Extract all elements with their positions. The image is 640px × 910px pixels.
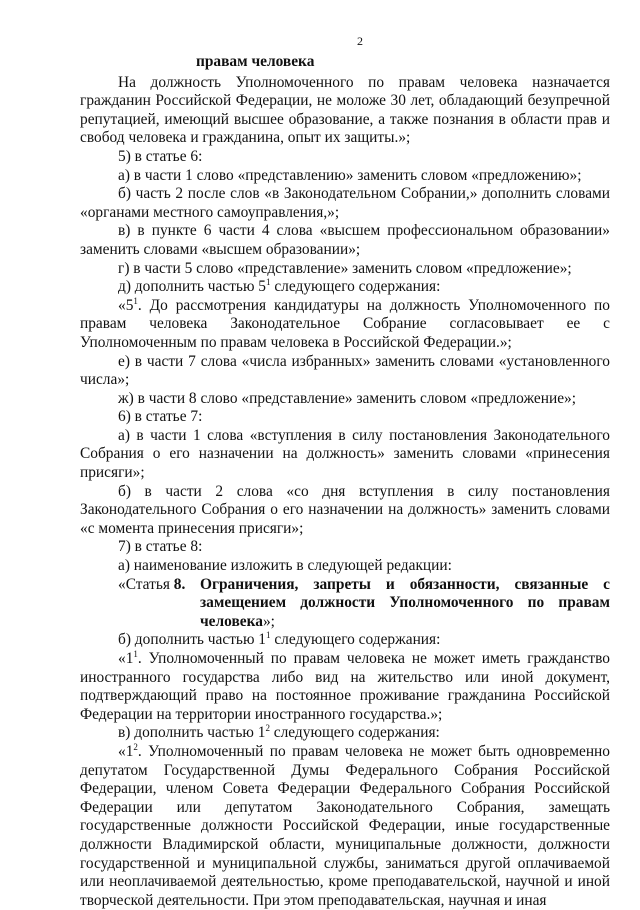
paragraph bbox=[80, 650, 610, 724]
paragraph: б) в части 2 слова «со дня вступления в силу постановления Законодательного Собрания о его назначении на должность» заменить словами «с момента принесения присяги»; bbox=[80, 482, 610, 537]
paragraph-text: . Уполномоченный по правам человека не может иметь гражданство иностранного государства либо вид на жительство или иной документ, подтверждающий право на постоянное проживание гражданина Российской Федерации на территории иностранного государства.»; bbox=[80, 650, 610, 723]
paragraph: 5) в статье 6: bbox=[118, 147, 203, 165]
page-number: 2 bbox=[357, 34, 363, 48]
paragraph-text: «5 bbox=[118, 296, 134, 314]
paragraph-text: . Уполномоченный по правам человека не может быть одновременно депутатом Государственной Думы Федерального Собрания Российской Федерации, членом Совета Федерации Федерального Собрания Российской Федерации или депутатом Законодательного Собрания, замещать государственные должности Российской Федерации, иные государственные должности Владимирской области, муниципальные должности, должности государственной и муниципальной службы, заниматься другой оплачиваемой или неоплачиваемой деятельностью, кроме преподавательской, научной и иной творческой деятельности. При этом преподавательская, научная и иная bbox=[80, 742, 610, 909]
superscript: 1 bbox=[266, 277, 271, 288]
paragraph-text: следующего содержания: bbox=[270, 278, 441, 296]
paragraph-text: . До рассмотрения кандидатуры на должность Уполномоченного по правам человека Законодательное Собрание согласовывает ее с Уполномоченным по правам человека в Российской Федерации.»; bbox=[80, 296, 610, 351]
paragraph: а) в части 1 слова «вступления в силу постановления Законодательного Собрания о его назначении на должность» заменить словами «принесения присяги»; bbox=[80, 426, 610, 482]
paragraph: г) в части 5 слово «представление» заменить словом «предложение»; bbox=[118, 259, 572, 277]
paragraph bbox=[80, 297, 610, 353]
paragraph bbox=[80, 631, 610, 650]
superscript: 2 bbox=[265, 723, 270, 734]
paragraph bbox=[80, 278, 610, 297]
paragraph: в) в пункте 6 части 4 слова «высшем профессиональном образовании» заменить словами «высшем образовании»; bbox=[80, 222, 610, 258]
paragraph-text: в) дополнить частью 1 bbox=[118, 724, 266, 742]
paragraph: 6) в статье 7: bbox=[118, 408, 203, 426]
article-heading-tail: правам человека bbox=[196, 53, 315, 70]
paragraph: ж) в части 8 слово «представление» заменить словом «предложение»; bbox=[118, 389, 576, 407]
paragraph bbox=[80, 743, 610, 910]
superscript: 1 bbox=[133, 295, 138, 306]
paragraph-text: «1 bbox=[118, 650, 134, 667]
article-title-block bbox=[80, 576, 610, 632]
paragraph: На должность Уполномоченного по правам человека назначается гражданин Российской Федерации, не моложе 30 лет, обладающий безупречной репутацией, имеющий высшее образование, а также познания в области прав и свобод человека и гражданина, опыт их защиты.»; bbox=[80, 73, 610, 147]
article-title-end: »; bbox=[262, 612, 275, 630]
superscript: 1 bbox=[266, 630, 271, 641]
document-body bbox=[80, 53, 610, 910]
paragraph: а) наименование изложить в следующей редакции: bbox=[118, 557, 452, 575]
superscript: 1 bbox=[133, 649, 138, 659]
paragraph: б) часть 2 после слов «в Законодательном Собрании,» дополнить словами «органами местного самоуправления,»; bbox=[80, 185, 610, 221]
superscript: 2 bbox=[133, 741, 138, 752]
paragraph: а) в части 1 слово «представлению» заменить словом «предложению»; bbox=[118, 166, 582, 184]
paragraph-text: б) дополнить частью 1 bbox=[118, 631, 266, 649]
paragraph-text: «1 bbox=[118, 742, 134, 760]
paragraph-text: следующего содержания: bbox=[269, 724, 440, 742]
paragraph bbox=[80, 724, 610, 743]
paragraph-text: следующего содержания: bbox=[270, 631, 441, 649]
article-lead: «Статья bbox=[118, 575, 170, 593]
paragraph: е) в части 7 слова «числа избранных» заменить словами «установленного числа»; bbox=[80, 352, 610, 389]
paragraph-text: д) дополнить частью 5 bbox=[118, 278, 266, 296]
paragraph: 7) в статье 8: bbox=[118, 538, 203, 556]
article-title: Ограничения, запреты и обязанности, связанные с замещением должности Уполномоченного по правам человека bbox=[200, 575, 610, 630]
article-number: 8. bbox=[173, 575, 186, 593]
